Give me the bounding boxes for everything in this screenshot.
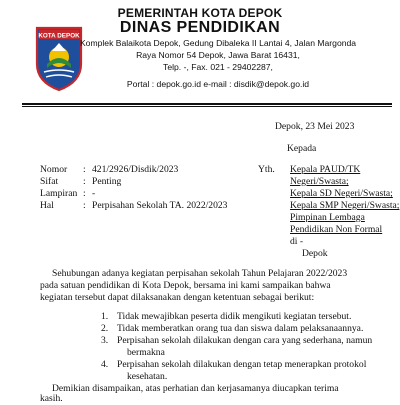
recipient-line: Pimpinan Lembaga [290,212,365,223]
item-text: Tidak memberatkan orang tua dan siswa dalam pelaksanaannya. [117,323,364,334]
lampiran-value: - [92,188,96,199]
recipient-line: Kepala SD Negeri/Swasta; [290,188,393,199]
item-number: 1. [101,311,109,322]
sifat-label: Sifat [40,176,59,187]
lampiran-label: Lampiran [40,188,78,199]
item-text-cont: bermakna [127,347,165,358]
address-line-4: Portal : depok.go.id e-mail : disdik@depok.go.id [126,79,310,89]
colon: : [83,164,86,175]
recipient-line: Pendidikan Non Formal [290,224,383,235]
intro-line: kegiatan tersebut dapat dilaksanakan dengan ketentuan sebagai berikut: [40,292,315,303]
letterhead-rule-thin [22,106,392,107]
recipient-line: Kepala SMP Negeri/Swasta; [290,200,400,211]
recipient-line: di - [290,236,304,247]
to-label: Kepada [287,143,317,154]
item-text: Perpisahan sekolah dilakukan dengan cara yang sederhana, namun [117,335,373,346]
recipient-line: Kepala PAUD/TK [290,164,361,175]
item-text: Perpisahan sekolah dilakukan dengan tetap menerapkan protokol [117,359,367,370]
item-number: 4. [101,359,109,370]
letterhead-rule-thick [22,103,392,105]
intro-line: Sehubungan adanya kegiatan perpisahan sekolah Tahun Pelajaran 2022/2023 [52,268,348,279]
place-date: Depok, 23 Mei 2023 [275,121,355,132]
hal-value: Perpisahan Sekolah TA. 2022/2023 [92,200,228,211]
colon: : [83,176,86,187]
svg-text:KOTA DEPOK: KOTA DEPOK [38,32,80,40]
intro-line: pada satuan pendidikan di Kota Depok, bersama ini kami sampaikan bahwa [40,280,331,291]
item-number: 2. [101,323,109,334]
address-line-1: Komplek Balaikota Depok, Gedung Dibaleka II Lantai 4, Jalan Margonda [79,38,357,48]
nomor-label: Nomor [40,164,68,175]
colon: : [83,188,86,199]
recipient-line: Negeri/Swasta; [290,176,349,187]
colon: : [83,200,86,211]
hal-label: Hal [40,200,54,211]
address-line-3: Telp. -, Fax. 021 - 29402287, [163,62,273,72]
yth-label: Yth. [258,164,275,175]
closing-line: Demikian disampaikan, atas perhatian dan kerjasamanya diucapkan terima [52,383,339,394]
closing-line: kasih. [40,393,63,404]
nomor-value: 421/2926/Disdik/2023 [92,164,179,175]
item-text: Tidak mewajibkan peserta didik mengikuti kegiatan tersebut. [117,311,352,322]
government-name: PEMERINTAH KOTA DEPOK [117,6,283,20]
agency-name: DINAS PENDIDIKAN [119,19,281,36]
sifat-value: Penting [92,176,122,187]
address-line-2: Raya Nomor 54 Depok, Jawa Barat 16431, [136,50,300,60]
recipient-city: Depok [302,248,328,259]
item-text-cont: kesehatan. [127,371,168,382]
item-number: 3. [101,335,109,346]
